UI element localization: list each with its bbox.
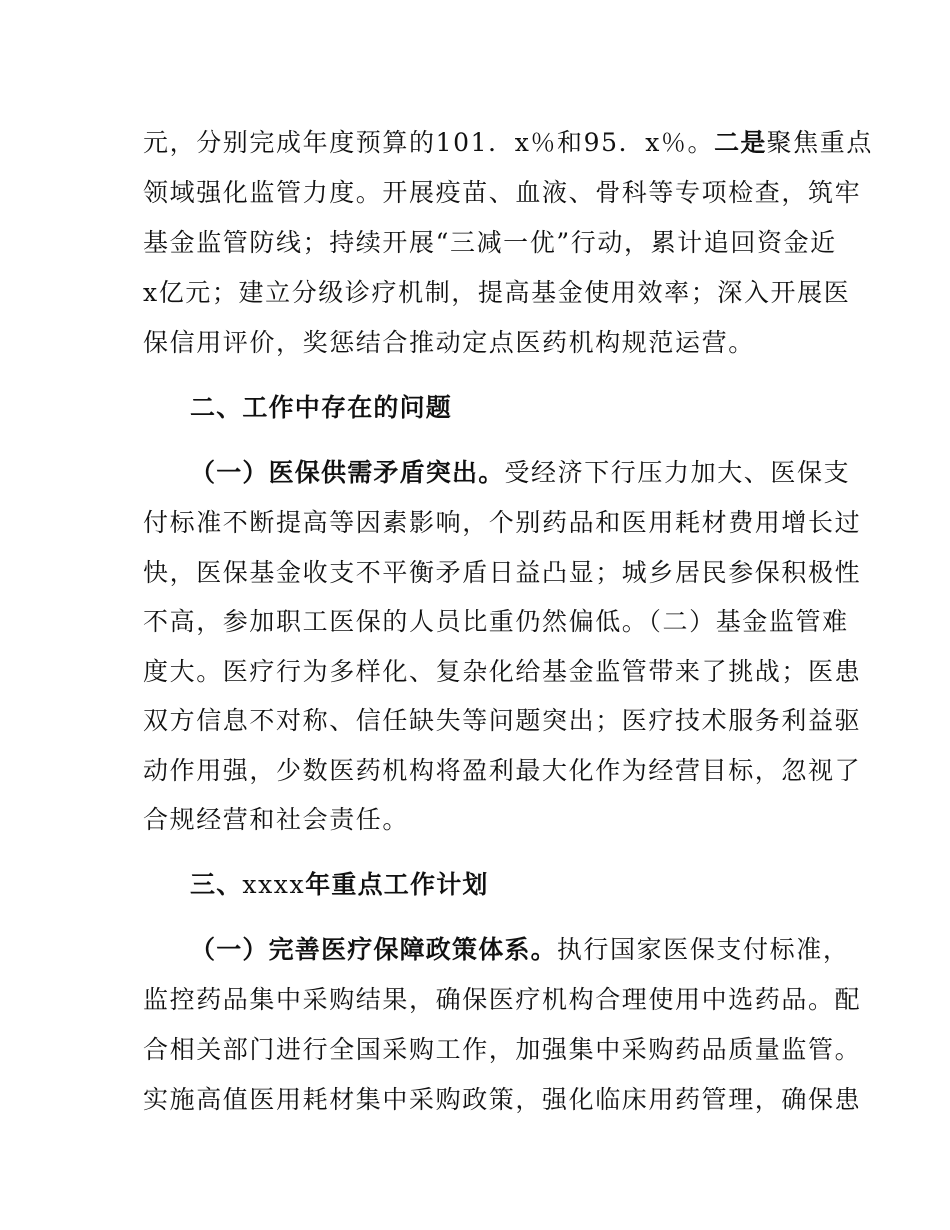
paragraph-line: 保信用评价，奖惩结合推动定点医药机构规范运营。: [143, 328, 755, 357]
paragraph-line: 付标准不断提高等因素影响，个别药品和医用耗材费用增长过: [143, 508, 862, 537]
paragraph-line: 合规经营和社会责任。: [143, 805, 410, 834]
paragraph-line: x亿元；建立分级诊疗机制，提高基金使用效率；深入开展医: [143, 278, 851, 307]
paragraph-line: 双方信息不对称、信任缺失等问题突出；医疗技术服务利益驱: [143, 706, 862, 735]
paragraph-line: [190, 933, 849, 967]
paragraph-line: 基金监管防线；持续开展“三减一优”行动，累计追回资金近: [143, 228, 837, 257]
section-heading: 二、工作中存在的问题: [190, 393, 453, 422]
paragraph-line: 监控药品集中采购结果，确保医疗机构合理使用中选药品。配: [143, 985, 862, 1014]
paragraph-line: [143, 126, 873, 160]
text-segment: 元，分别完成年度预算的101．x％和95．x％。: [143, 128, 715, 157]
text-segment: 执行国家医保支付标准，: [556, 935, 850, 964]
bold-phrase: （一）医保供需矛盾突出。: [190, 458, 505, 487]
paragraph-line: 度大。医疗行为多样化、复杂化给基金监管带来了挑战；医患: [143, 657, 862, 686]
paragraph-line: 实施高值医用耗材集中采购政策，强化临床用药管理，确保患: [143, 1085, 862, 1114]
paragraph-line: 不高，参加职工医保的人员比重仍然偏低。（二）基金监管难: [143, 607, 849, 636]
bold-phrase: （一）完善医疗保障政策体系。: [190, 935, 557, 964]
heading-text: 年重点工作计划: [305, 870, 489, 899]
text-segment: 受经济下行压力加大、医保支: [504, 458, 851, 487]
bold-phrase: 二是: [714, 128, 767, 157]
paragraph-line: 快，医保基金收支不平衡矛盾日益凸显；城乡居民参保积极性: [143, 558, 862, 587]
paragraph-line: 合相关部门进行全国采购工作，加强集中采购药品质量监管。: [143, 1035, 862, 1064]
paragraph-line: [190, 456, 850, 490]
section-heading: [190, 868, 489, 902]
heading-year: xxxx: [242, 870, 306, 899]
text-segment: 聚焦重点: [766, 128, 873, 157]
paragraph-line: 领域强化监管力度。开展疫苗、血液、骨科等专项检查，筑牢: [143, 178, 862, 207]
paragraph-line: 动作用强，少数医药机构将盈利最大化作为经营目标，忽视了: [143, 756, 862, 785]
heading-text: 三、: [190, 870, 243, 899]
